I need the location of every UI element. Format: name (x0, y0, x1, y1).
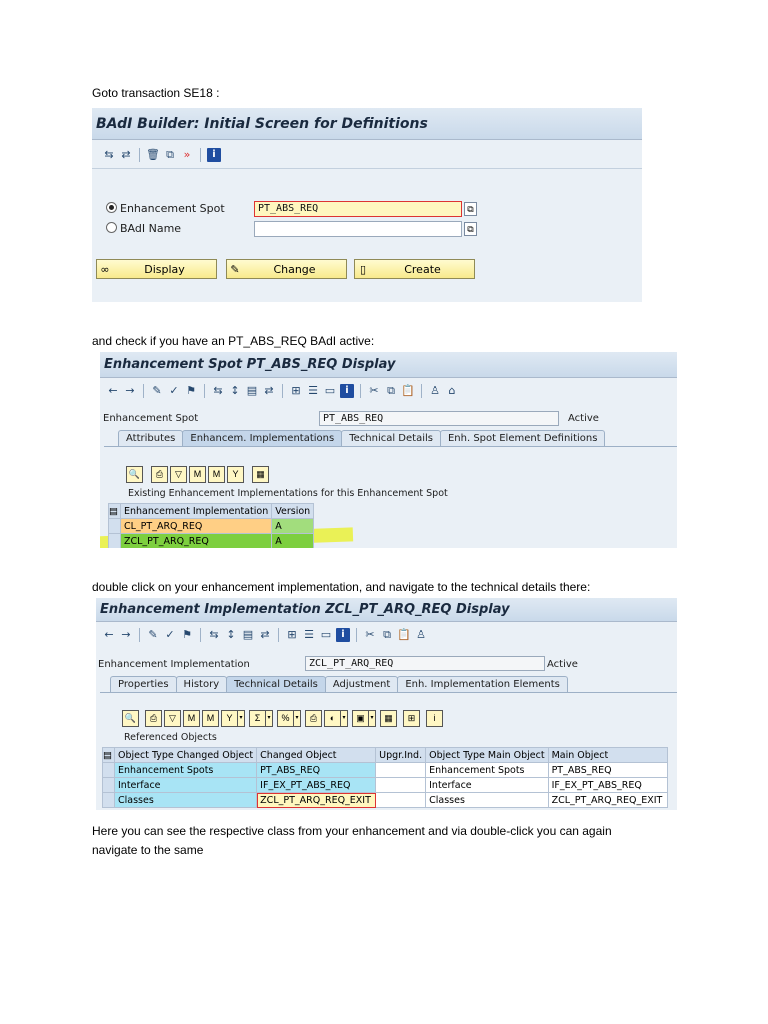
button-label: Display (144, 262, 185, 276)
layout-grid-icon[interactable]: ▦ (380, 710, 397, 727)
display-button[interactable] (96, 259, 217, 279)
filter-icon[interactable]: ▽ (164, 710, 181, 727)
tab-enhancement-implementations[interactable]: Enhancem. Implementations (182, 430, 342, 446)
views-icon[interactable]: ◐ (324, 710, 341, 727)
create-button[interactable] (354, 259, 475, 279)
window-icon[interactable]: ▭ (324, 384, 336, 397)
tab-history[interactable]: History (176, 676, 228, 692)
application-toolbar (92, 146, 642, 164)
row-selector[interactable] (103, 793, 115, 808)
activate-icon[interactable]: ⚑ (186, 384, 196, 397)
column-header-changed-object[interactable]: Changed Object (257, 748, 376, 763)
enhancement-spot-input[interactable]: PT_ABS_REQ (254, 201, 462, 217)
instruction-text-4-line-1: Here you can see the respective class from your enhancement and via double-click you can again (92, 824, 612, 838)
details-icon[interactable]: 🔍 (126, 466, 143, 483)
implementation-cell[interactable]: CL_PT_ARQ_REQ (121, 519, 272, 534)
hierarchy-icon[interactable]: ⊞ (287, 628, 297, 641)
row-selector[interactable] (103, 778, 115, 793)
spreadsheet-icon[interactable]: ▣ (352, 710, 369, 727)
toolbar-separator (200, 148, 201, 162)
forward-icon[interactable]: → (121, 628, 131, 641)
instruction-text-1: Goto transaction SE18 : (92, 86, 220, 100)
subtotal-icon[interactable]: % (277, 710, 294, 727)
toolbar-separator (204, 384, 205, 398)
toolbar-separator (282, 384, 283, 398)
hierarchy-icon[interactable]: ⊞ (291, 384, 301, 397)
column-header-type-main[interactable]: Object Type Main Object (426, 748, 548, 763)
tab-divider (104, 446, 677, 447)
enhancement-spot-field: PT_ABS_REQ (319, 411, 559, 426)
display-object-list-icon[interactable]: ▤ (246, 384, 258, 397)
filter-icon[interactable]: ▽ (170, 466, 187, 483)
instruction-text-4-line-2: navigate to the same (92, 843, 204, 857)
toolbar-separator (143, 384, 144, 398)
column-header-type-changed[interactable]: Object Type Changed Object (115, 748, 257, 763)
info-icon[interactable]: i (336, 628, 350, 642)
info-icon[interactable]: i (426, 710, 443, 727)
tab-strip (110, 676, 567, 692)
other-object-icon[interactable]: ⇆ (104, 148, 114, 161)
copy-icon[interactable]: ⧉ (383, 628, 391, 641)
back-icon[interactable]: ← (108, 384, 118, 397)
dropdown-arrow-icon[interactable]: ▾ (294, 710, 301, 727)
enhancement-spot-label: Enhancement Spot (103, 413, 199, 424)
tab-enh-implementation-elements[interactable]: Enh. Implementation Elements (397, 676, 568, 692)
cut-icon[interactable]: ✂ (369, 384, 379, 397)
type-changed-cell: Enhancement Spots (115, 763, 257, 778)
other-object-icon[interactable]: ⇆ (213, 384, 223, 397)
table-row[interactable] (109, 534, 314, 549)
set-filter-icon[interactable]: Y (221, 710, 238, 727)
enhancement-spot-screenshot (100, 352, 677, 548)
navigate-icon[interactable]: ⇄ (264, 384, 274, 397)
sum-icon[interactable]: Σ (249, 710, 266, 727)
row-selector[interactable] (103, 763, 115, 778)
type-changed-cell: Interface (115, 778, 257, 793)
export-icon[interactable]: ⎙ (305, 710, 322, 727)
enhancement-implementation-field: ZCL_PT_ARQ_REQ (305, 656, 545, 671)
badi-builder-screenshot (92, 108, 642, 302)
screen-title: Enhancement Spot PT_ABS_REQ Display (100, 352, 677, 378)
details-icon[interactable]: 🔍 (122, 710, 139, 727)
main-object-cell[interactable]: PT_ABS_REQ (548, 763, 667, 778)
instruction-text-2: and check if you have an PT_ABS_REQ BAdI active: (92, 334, 375, 348)
instruction-text-3: double click on your enhancement implementation, and navigate to the technical details there: (92, 580, 591, 594)
print-icon[interactable]: ⎙ (145, 710, 162, 727)
pencil-icon: ✎ (230, 262, 240, 276)
upgr-ind-cell (376, 778, 426, 793)
grid-toolbar (126, 466, 271, 483)
row-selector[interactable] (109, 519, 121, 534)
tab-adjustment[interactable]: Adjustment (325, 676, 398, 692)
dropdown-arrow-icon[interactable]: ▾ (369, 710, 376, 727)
column-header-implementation[interactable]: Enhancement Implementation (121, 504, 272, 519)
column-header-upgr-ind[interactable]: Upgr.Ind. (376, 748, 426, 763)
edit-toggle-icon[interactable]: ✎ (148, 628, 158, 641)
row-selector[interactable] (109, 534, 121, 549)
toolbar-separator (139, 148, 140, 162)
home-icon[interactable]: ⌂ (448, 384, 456, 397)
column-header-version[interactable]: Version (272, 504, 314, 519)
grid-caption: Referenced Objects (124, 732, 217, 743)
upgr-ind-cell (376, 763, 426, 778)
tab-technical-details[interactable]: Technical Details (341, 430, 441, 446)
check-icon[interactable]: ✓ (165, 628, 175, 641)
badi-name-input[interactable] (254, 221, 462, 237)
table-row[interactable] (103, 793, 668, 808)
find-next-icon[interactable]: M (202, 710, 219, 727)
enhancement-implementation-screenshot (96, 598, 677, 810)
button-label: Change (273, 262, 316, 276)
tab-properties[interactable]: Properties (110, 676, 177, 692)
status-text: Active (568, 413, 599, 424)
value-help-button[interactable]: ⧉ (464, 202, 477, 216)
upgr-ind-cell (376, 793, 426, 808)
paste-icon[interactable]: 📋 (401, 384, 415, 397)
activate-icon[interactable]: ⚑ (182, 628, 192, 641)
copy-icon[interactable]: ⧉ (166, 148, 174, 161)
button-label: Create (404, 262, 441, 276)
main-object-cell[interactable]: ZCL_PT_ARQ_REQ_EXIT (548, 793, 667, 808)
radio-selected-icon (106, 202, 117, 213)
application-toolbar (96, 626, 677, 644)
radio-enhancement-spot[interactable] (106, 202, 225, 215)
select-all-icon[interactable]: ▤ (109, 504, 121, 519)
dropdown-arrow-icon[interactable]: ▾ (341, 710, 348, 727)
cut-icon[interactable]: ✂ (365, 628, 375, 641)
referenced-objects-grid (102, 747, 668, 808)
dropdown-arrow-icon[interactable]: ▾ (238, 710, 245, 727)
print-icon[interactable]: ⎙ (151, 466, 168, 483)
version-cell: A (272, 534, 314, 549)
table-row[interactable] (109, 519, 314, 534)
layout-icon[interactable]: ☰ (308, 384, 318, 397)
tab-enh-spot-element-definitions[interactable]: Enh. Spot Element Definitions (440, 430, 605, 446)
grid-toolbar (122, 710, 445, 727)
where-used-icon[interactable]: ↕ (226, 628, 236, 641)
info-icon[interactable]: i (340, 384, 354, 398)
find-next-icon[interactable]: M (208, 466, 225, 483)
type-main-cell: Interface (426, 778, 548, 793)
enhancement-implementation-label: Enhancement Implementation (98, 659, 250, 670)
table-row[interactable] (103, 763, 668, 778)
radio-badi-name[interactable] (106, 222, 181, 235)
type-main-cell: Enhancement Spots (426, 763, 548, 778)
paste-icon[interactable]: 📋 (397, 628, 411, 641)
value-help-button[interactable]: ⧉ (464, 222, 477, 236)
change-button[interactable] (226, 259, 347, 279)
grid-caption: Existing Enhancement Implementations for this Enhancement Spot (128, 488, 448, 499)
tab-attributes[interactable]: Attributes (118, 430, 183, 446)
radio-label: Enhancement Spot (120, 202, 225, 215)
delete-icon[interactable]: 🗑 (146, 148, 160, 161)
find-icon[interactable]: M (189, 466, 206, 483)
column-header-main-object[interactable]: Main Object (548, 748, 667, 763)
toolbar-separator (421, 384, 422, 398)
glasses-icon: ∞ (100, 262, 110, 276)
hierarchy-icon[interactable]: ⊞ (403, 710, 420, 727)
tab-technical-details[interactable]: Technical Details (226, 676, 326, 692)
users-icon[interactable]: ♙ (416, 628, 426, 641)
select-all-icon[interactable]: ▤ (103, 748, 115, 763)
toolbar-separator (360, 384, 361, 398)
users-icon[interactable]: ♙ (430, 384, 440, 397)
tab-strip (118, 430, 604, 446)
table-row[interactable] (103, 778, 668, 793)
tab-divider (100, 692, 677, 693)
changed-object-cell[interactable]: PT_ABS_REQ (257, 763, 376, 778)
copy-icon[interactable]: ⧉ (387, 384, 395, 397)
where-used-icon[interactable]: ⇄ (121, 148, 131, 161)
activate-icon[interactable]: » (183, 148, 191, 161)
toolbar-separator (278, 628, 279, 642)
toolbar-separator (356, 628, 357, 642)
layout-grid-icon[interactable]: ▦ (252, 466, 269, 483)
where-used-icon[interactable]: ↕ (230, 384, 240, 397)
navigate-icon[interactable]: ⇄ (260, 628, 270, 641)
type-main-cell: Classes (426, 793, 548, 808)
edit-toggle-icon[interactable]: ✎ (152, 384, 162, 397)
toolbar-divider (92, 168, 642, 169)
layout-icon[interactable]: ☰ (304, 628, 314, 641)
forward-icon[interactable]: → (125, 384, 135, 397)
main-object-cell[interactable]: IF_EX_PT_ABS_REQ (548, 778, 667, 793)
check-icon[interactable]: ✓ (169, 384, 179, 397)
version-cell: A (272, 519, 314, 534)
display-object-list-icon[interactable]: ▤ (242, 628, 254, 641)
implementation-cell[interactable]: ZCL_PT_ARQ_REQ (121, 534, 272, 549)
info-icon[interactable]: i (207, 148, 221, 162)
window-icon[interactable]: ▭ (320, 628, 332, 641)
toolbar-separator (139, 628, 140, 642)
radio-unselected-icon (106, 222, 117, 233)
find-icon[interactable]: M (183, 710, 200, 727)
changed-object-cell[interactable]: IF_EX_PT_ABS_REQ (257, 778, 376, 793)
screen-title: Enhancement Implementation ZCL_PT_ARQ_REQ Display (96, 598, 677, 622)
toolbar-separator (200, 628, 201, 642)
screen-title: BAdI Builder: Initial Screen for Definitions (92, 108, 642, 140)
back-icon[interactable]: ← (104, 628, 114, 641)
status-text: Active (547, 659, 578, 670)
type-changed-cell: Classes (115, 793, 257, 808)
set-filter-icon[interactable]: Y (227, 466, 244, 483)
changed-object-cell[interactable]: ZCL_PT_ARQ_REQ_EXIT (257, 793, 376, 808)
other-object-icon[interactable]: ⇆ (209, 628, 219, 641)
radio-label: BAdI Name (120, 222, 182, 235)
implementations-grid (108, 503, 314, 548)
application-toolbar (100, 382, 677, 400)
dropdown-arrow-icon[interactable]: ▾ (266, 710, 273, 727)
blank-page-icon: ▯ (359, 262, 367, 276)
